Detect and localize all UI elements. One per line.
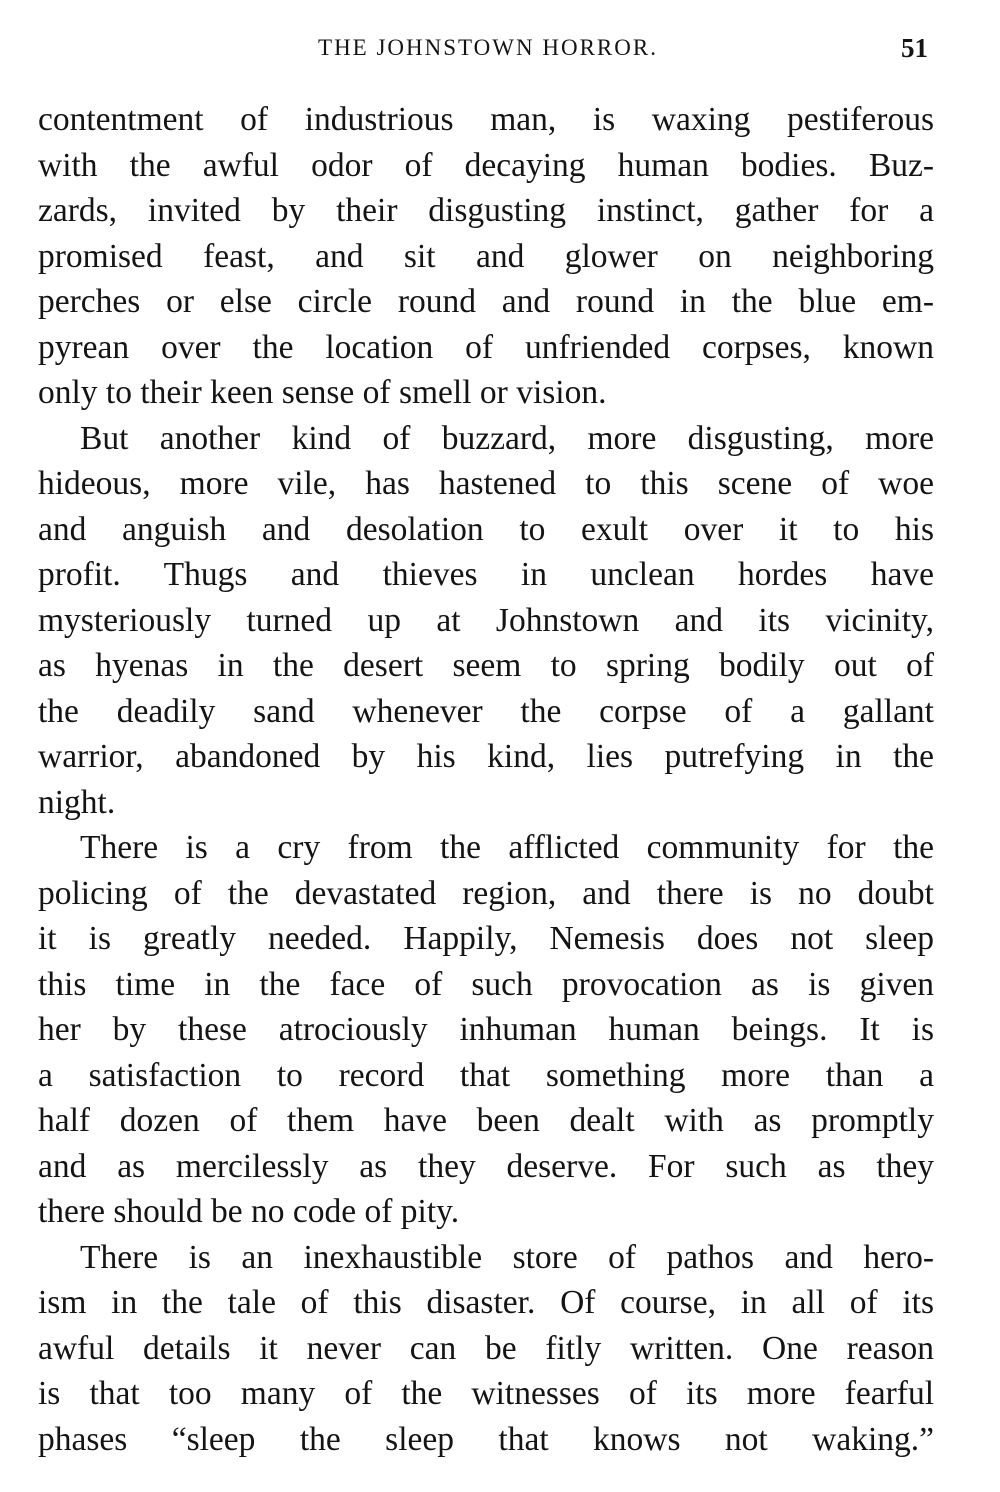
page-number: 51	[901, 33, 928, 63]
text-line: warrior, abandoned by his kind, lies putrefying in the	[38, 738, 934, 775]
text-line: and as mercilessly as they deserve. For such as they	[38, 1147, 934, 1185]
text-line: her by these atrociously inhuman human beings. It is	[38, 1011, 934, 1048]
text-line: is that too many of the witnesses of its more fearful	[38, 1375, 934, 1412]
text-line: night.	[38, 783, 116, 821]
text-line: a satisfaction to record that something more than a	[38, 1056, 934, 1094]
text-line: perches or else circle round and round in the blue em-	[38, 283, 934, 320]
text-line: There is a cry from the afflicted community for the	[80, 829, 934, 866]
text-line: only to their keen sense of smell or vision.	[38, 374, 607, 411]
body-text	[38, 97, 934, 1462]
paragraph-1	[38, 97, 934, 416]
text-line: promised feast, and sit and glower on neighboring	[38, 237, 934, 275]
text-line: mysteriously turned up at Johnstown and its vicinity,	[38, 601, 934, 639]
text-line: with the awful odor of decaying human bodies. Buz-	[38, 146, 934, 184]
paragraph-4	[38, 1235, 934, 1463]
text-line: policing of the devastated region, and there is no doubt	[38, 874, 934, 912]
text-line: it is greatly needed. Happily, Nemesis does not sleep	[38, 920, 934, 957]
text-line: profit. Thugs and thieves in unclean hordes have	[38, 556, 934, 593]
text-line: awful details it never can be fitly written. One reason	[38, 1329, 934, 1367]
text-line: But another kind of buzzard, more disgusting, more	[80, 419, 934, 457]
text-line: and anguish and desolation to exult over it to his	[38, 510, 934, 548]
text-line: as hyenas in the desert seem to spring bodily out of	[38, 647, 934, 684]
text-line: this time in the face of such provocation as is given	[38, 965, 934, 1003]
running-header	[38, 30, 938, 66]
text-line: contentment of industrious man, is waxing pestiferous	[38, 101, 934, 138]
text-line: half dozen of them have been dealt with as promptly	[38, 1102, 934, 1139]
text-line: hideous, more vile, has hastened to this scene of woe	[38, 465, 934, 502]
text-line: ism in the tale of this disaster. Of course, in all of its	[38, 1284, 934, 1321]
text-line: zards, invited by their disgusting instinct, gather for a	[38, 192, 934, 229]
paragraph-2	[38, 416, 934, 826]
paragraph-3	[38, 825, 934, 1235]
text-line: the deadily sand whenever the corpse of a gallant	[38, 692, 934, 730]
text-line: There is an inexhaustible store of pathos and hero-	[80, 1238, 934, 1276]
text-line: there should be no code of pity.	[38, 1193, 460, 1230]
text-line: pyrean over the location of unfriended corpses, known	[38, 328, 934, 366]
text-line: phases “sleep the sleep that knows not waking.”	[38, 1420, 934, 1458]
running-title: THE JOHNSTOWN HORROR.	[318, 35, 658, 60]
